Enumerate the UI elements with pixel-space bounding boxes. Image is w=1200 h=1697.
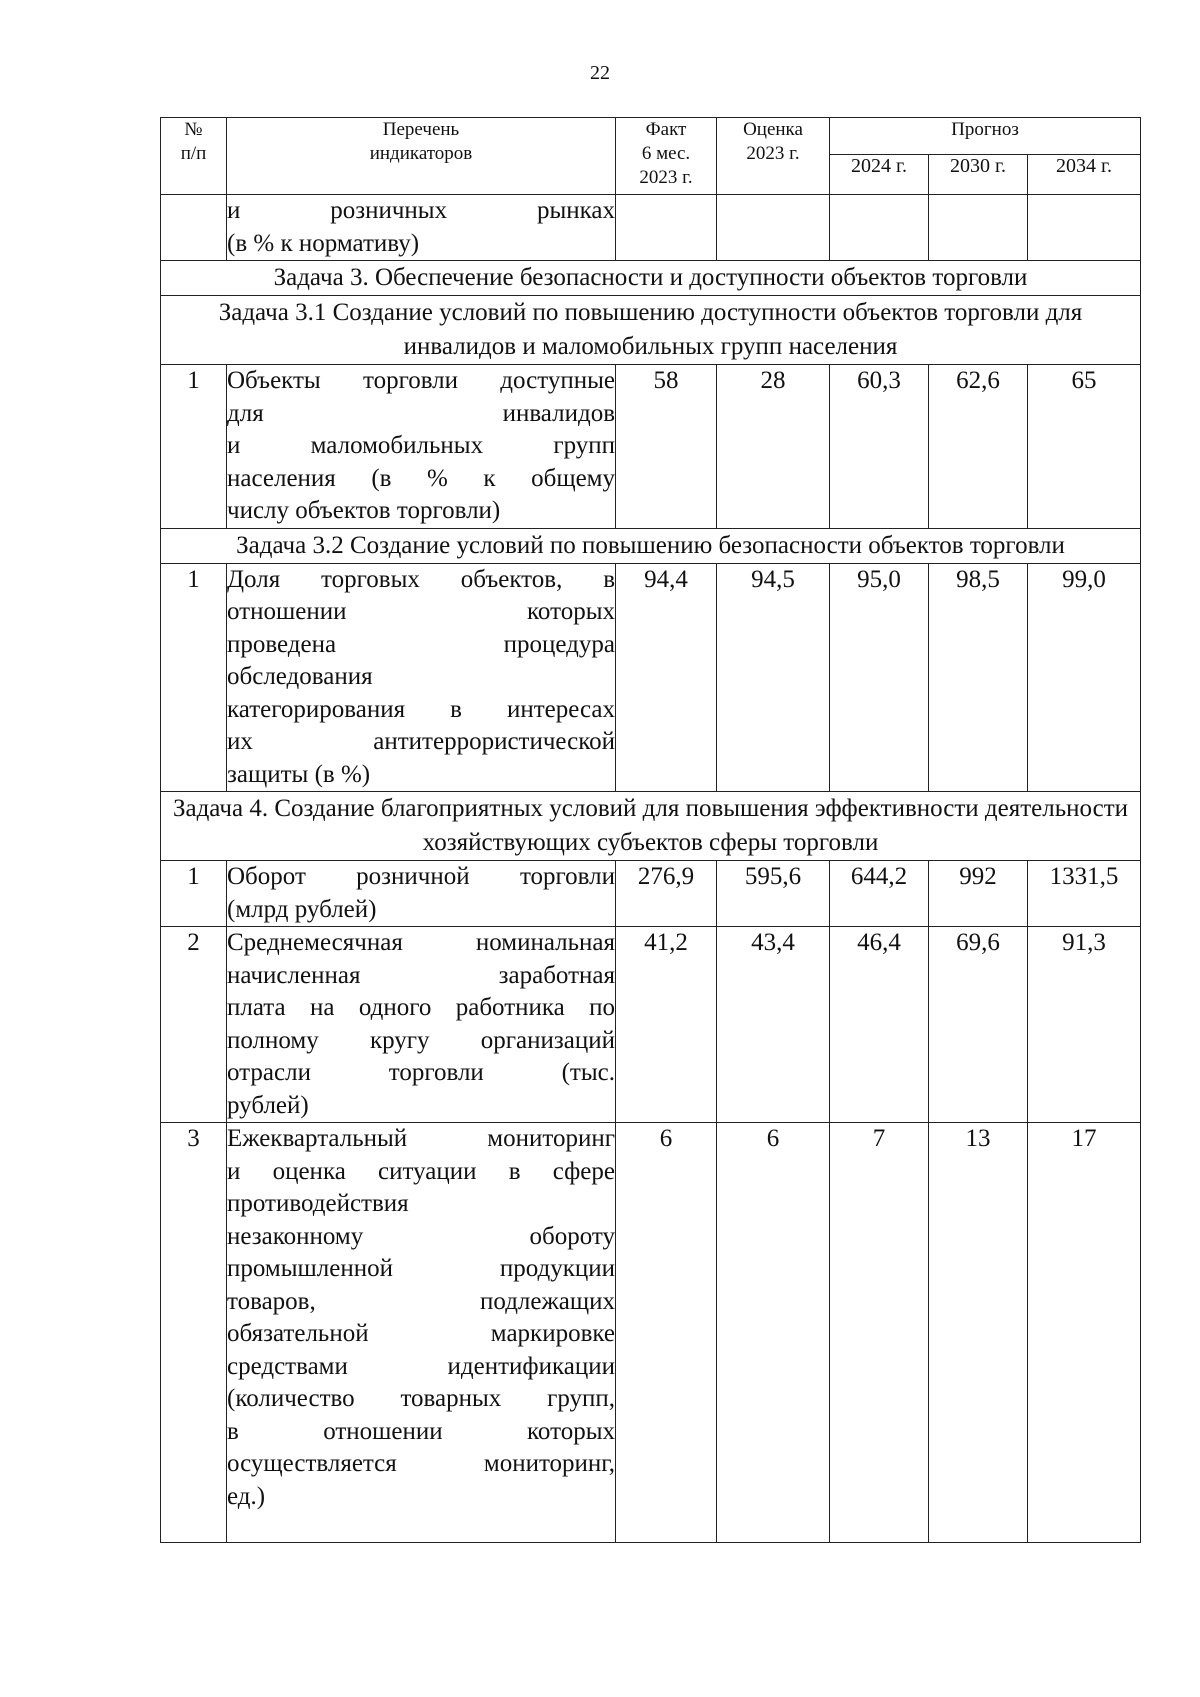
value-2030: 13	[929, 1123, 1028, 1543]
header-line: индикаторов	[369, 143, 473, 164]
value-2024: 7	[830, 1123, 929, 1543]
task-row	[161, 261, 1141, 296]
table-row	[161, 563, 1141, 792]
value-2024: 60,3	[830, 365, 929, 529]
continuation-empty-cell	[717, 195, 830, 261]
indicator-name-line: средствами идентификации	[227, 1352, 615, 1380]
header-estimate	[717, 118, 830, 195]
indicator-name-line: и маломобильных групп	[227, 432, 615, 459]
task-3-heading: Задача 3. Обеспечение безопасности и доступности объектов торговли	[161, 261, 1141, 296]
header-indicators	[227, 118, 616, 195]
indicator-name-line: категорирования в интересах	[227, 695, 615, 723]
value-2030: 62,6	[929, 365, 1028, 529]
value-2034: 1331,5	[1028, 861, 1141, 927]
continuation-name	[227, 195, 616, 261]
table-row	[161, 365, 1141, 529]
header-line: 2023 г.	[639, 167, 693, 188]
header-num	[161, 118, 227, 195]
indicator-name-line: (количество товарных групп,	[227, 1385, 615, 1412]
indicator-name-line: рублей)	[227, 1091, 309, 1119]
row-number: 3	[161, 1123, 227, 1543]
indicator-name	[227, 1123, 616, 1543]
row-number: 2	[161, 927, 227, 1123]
header-row	[161, 118, 1141, 155]
header-line: п/п	[180, 143, 207, 164]
header-year-2030: 2030 г.	[929, 155, 1028, 195]
indicator-name-line: Оборот розничной торговли	[227, 863, 615, 890]
continuation-empty-cell	[929, 195, 1028, 261]
indicator-name-line: для инвалидов	[227, 399, 615, 427]
task-4-heading: Задача 4. Создание благоприятных условий для повышения эффективности деятельности хозяйствующих субъектов сферы торговли	[161, 792, 1141, 861]
indicator-name-line: Доля торговых объектов, в	[227, 565, 615, 593]
task-3-1-heading: Задача 3.1 Создание условий по повышению доступности объектов торговли для инвалидов и маломобильных групп населения	[161, 296, 1141, 365]
continuation-empty-cell	[830, 195, 929, 261]
header-line: 2023 г.	[746, 143, 800, 164]
value-2030: 98,5	[929, 563, 1028, 792]
value-fact: 94,4	[616, 563, 717, 792]
task-row	[161, 296, 1141, 365]
header-year-2024: 2024 г.	[830, 155, 929, 195]
task-row	[161, 792, 1141, 861]
continuation-empty-cell	[616, 195, 717, 261]
value-2030: 992	[929, 861, 1028, 927]
indicator-name-line: обследования	[227, 663, 373, 690]
indicator-name-line: обязательной маркировке	[227, 1320, 615, 1347]
value-estimate: 43,4	[717, 927, 830, 1123]
indicator-name-line: и оценка ситуации в сфере	[227, 1157, 615, 1185]
indicator-name	[227, 365, 616, 529]
value-2034: 17	[1028, 1123, 1141, 1543]
continuation-num	[161, 195, 227, 261]
value-estimate: 595,6	[717, 861, 830, 927]
header-line: Перечень	[382, 119, 460, 140]
row-number: 1	[161, 563, 227, 792]
header-line: Факт	[645, 119, 687, 140]
value-fact: 58	[616, 365, 717, 529]
task-3-2-heading: Задача 3.2 Создание условий по повышению безопасности объектов торговли	[161, 528, 1141, 563]
indicator-name-line: числу объектов торговли)	[227, 497, 501, 524]
indicator-name-line: в отношении которых	[227, 1417, 615, 1445]
indicators-table	[160, 117, 1141, 1543]
value-2024: 46,4	[830, 927, 929, 1123]
header-line: 6 мес.	[641, 143, 691, 164]
indicator-name-line: (млрд рублей)	[227, 895, 377, 923]
value-2034: 99,0	[1028, 563, 1141, 792]
task-row	[161, 528, 1141, 563]
value-estimate: 28	[717, 365, 830, 529]
value-fact: 41,2	[616, 927, 717, 1123]
page-number: 22	[590, 62, 610, 84]
continuation-row	[161, 195, 1141, 261]
value-estimate: 94,5	[717, 563, 830, 792]
value-2030: 69,6	[929, 927, 1028, 1123]
indicator-name-line: населения (в % к общему	[227, 464, 615, 492]
table-row	[161, 927, 1141, 1123]
indicator-name-line: плата на одного работника по	[227, 994, 615, 1021]
indicator-name-line: отрасли торговли (тыс.	[227, 1059, 615, 1086]
value-2034: 65	[1028, 365, 1141, 529]
header-line: Оценка	[743, 119, 803, 140]
indicator-name	[227, 563, 616, 792]
value-estimate: 6	[717, 1123, 830, 1543]
indicator-name-line: (в % к нормативу)	[227, 229, 420, 257]
indicator-name-line: проведена процедура	[227, 630, 615, 658]
header-fact	[616, 118, 717, 195]
indicator-name-line: незаконному обороту	[227, 1222, 615, 1250]
indicator-name	[227, 927, 616, 1123]
continuation-empty-cell	[1028, 195, 1141, 261]
indicator-name-line: промышленной продукции	[227, 1255, 615, 1282]
header-year-2034: 2034 г.	[1028, 155, 1141, 195]
value-2024: 95,0	[830, 563, 929, 792]
indicator-name-line: противодействия	[227, 1190, 409, 1217]
row-number: 1	[161, 861, 227, 927]
value-fact: 276,9	[616, 861, 717, 927]
indicator-name-line: защиты (в %)	[227, 760, 371, 788]
value-fact: 6	[616, 1123, 717, 1543]
indicator-name-line: товаров, подлежащих	[227, 1287, 615, 1315]
indicator-name-line: Объекты торговли доступные	[227, 367, 615, 394]
indicator-name-line: и розничных рынках	[227, 197, 615, 224]
indicator-name-line: ед.)	[227, 1482, 266, 1510]
indicator-name-line: начисленная заработная	[227, 961, 615, 989]
table-row	[161, 861, 1141, 927]
value-2034: 91,3	[1028, 927, 1141, 1123]
indicator-name-line: Ежеквартальный мониторинг	[227, 1125, 615, 1152]
value-2024: 644,2	[830, 861, 929, 927]
indicator-name-line: отношении которых	[227, 598, 615, 625]
header-line: №	[184, 119, 203, 140]
table-row	[161, 1123, 1141, 1543]
indicator-name-line: осуществляется мониторинг,	[227, 1450, 615, 1477]
indicator-name-line: полному кругу организаций	[227, 1026, 615, 1054]
indicator-name-line: их антитеррористической	[227, 728, 615, 755]
header-forecast: Прогноз	[830, 118, 1141, 155]
indicator-name	[227, 861, 616, 927]
row-number: 1	[161, 365, 227, 529]
indicator-name-line: Среднемесячная номинальная	[227, 929, 615, 956]
